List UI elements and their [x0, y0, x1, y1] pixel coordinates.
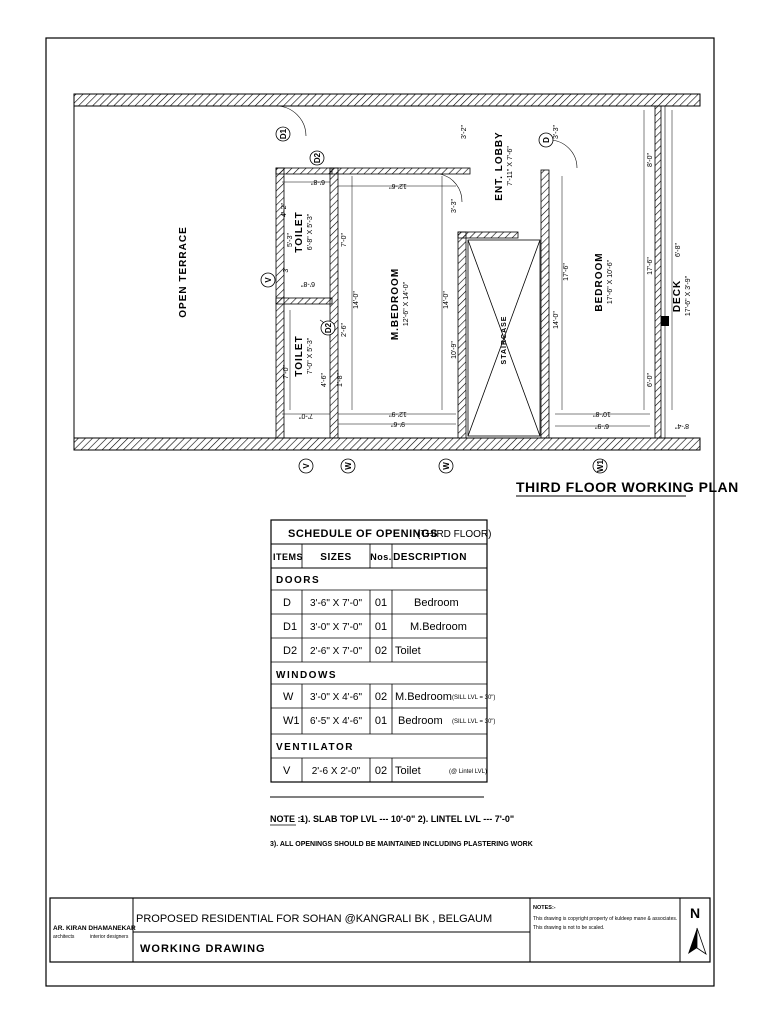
dim-bed-140: 14'-0": [553, 311, 560, 329]
dim-bot-7: 7'-0": [299, 412, 313, 419]
row-d1-size: 3'-0" X 7'-0": [309, 622, 363, 633]
row-w1-desc: Bedroom: [398, 715, 443, 727]
row-w1-item: W1: [283, 715, 300, 727]
tag-d2-upper: [310, 151, 324, 165]
dim-bed-33: 3'-3": [553, 125, 560, 139]
dim-bot-129: 12'-9": [389, 410, 407, 417]
row-v-note: (@ Lintel LVL): [449, 769, 487, 775]
dim-mb-14b: 14'-0": [443, 291, 450, 309]
room-mbedroom-size: 12'-6" X 14'-0": [403, 281, 410, 327]
dim-lt-4: 4'-6": [321, 373, 328, 387]
row-v-size: 2'-6 X 2'-0": [311, 766, 361, 777]
notes-line1: This drawing is copyright property of kuldeep mane & associates.: [533, 916, 678, 922]
dim-lt-1: 1'-8": [337, 373, 344, 387]
row-w1-note: (SILL LVL = 30"): [452, 719, 496, 725]
north-label: N: [689, 905, 701, 921]
room-toilet-lower-size: 7'-0" X 5'-3": [307, 337, 314, 375]
dim-toilet-v1: 4'-2": [281, 203, 288, 217]
row-w1-nos: 01: [374, 715, 388, 727]
dim-lt-7: 7'-0": [283, 365, 290, 379]
title-block: [50, 898, 710, 962]
dim-toilet-h: 6'-8": [301, 280, 315, 287]
section-windows: WINDOWS: [276, 670, 338, 681]
top-wall: [74, 94, 700, 106]
note-label: NOTE :-: [270, 814, 304, 824]
header-description: DESCRIPTION: [393, 552, 467, 563]
dim-mb-2: 2'-6": [341, 323, 348, 337]
dim-bot-96: 9'-6": [391, 420, 405, 427]
svg-text:D: D: [542, 137, 551, 143]
row-d1-item: D1: [283, 621, 298, 633]
row-w-note: (SILL LVL = 30"): [452, 695, 496, 701]
svg-text:V: V: [264, 277, 273, 283]
row-v-nos: 02: [374, 765, 388, 777]
stair-wall-right: [541, 170, 549, 438]
dim-mb-14: 14'-0": [353, 291, 360, 309]
tag-w-1: [341, 459, 355, 473]
dim-bed-17: 17'-6": [563, 263, 570, 281]
north-arrow-icon: [688, 928, 706, 954]
dim-toilet-top: 6'-8": [311, 178, 325, 185]
tag-w-2: [439, 459, 453, 473]
svg-text:D1: D1: [279, 128, 288, 140]
dim-lobby-3: 3'-3": [451, 199, 458, 213]
svg-text:D2: D2: [313, 152, 322, 164]
drawing-type: WORKING DRAWING: [140, 943, 266, 955]
row-d-item: D: [283, 597, 291, 609]
row-d2-item: D2: [283, 645, 298, 657]
svg-text:W: W: [344, 462, 353, 470]
schedule-title-suffix: (THIRD FLOOR): [417, 529, 492, 540]
svg-text:V: V: [302, 463, 311, 469]
room-bedroom-size: 17'-6" X 10'-6": [607, 259, 614, 305]
tag-v-upper: [261, 273, 275, 287]
section-ventilator: VENTILATOR: [276, 742, 354, 753]
row-w-desc: M.Bedroom: [395, 691, 452, 703]
row-w-nos: 02: [374, 691, 388, 703]
row-d1-nos: 01: [374, 621, 388, 633]
row-d1-desc: M.Bedroom: [410, 621, 467, 633]
dim-deck-6: 6'-0": [647, 373, 654, 387]
row-d2-nos: 02: [374, 645, 388, 657]
tag-v-lower: [299, 459, 313, 473]
room-deck-size: 17'-6" X 3'-9": [685, 275, 692, 317]
toilet-divider: [276, 298, 332, 304]
svg-text:W: W: [442, 462, 451, 470]
dim-mb-top: 12'-6": [389, 182, 407, 189]
dim-toilet-3: 3': [283, 267, 290, 273]
dim-deck-176: 17'-6": [647, 257, 654, 275]
mbedroom-wall-top: [330, 168, 470, 174]
notes-line2: This drawing is not to be scaled.: [533, 925, 605, 931]
plan-title: THIRD FLOOR WORKING PLAN: [516, 479, 739, 495]
row-v-desc: Toilet: [395, 765, 421, 777]
project-name: PROPOSED RESIDENTIAL FOR SOHAN @KANGRALI BK , BELGAUM: [136, 913, 493, 925]
mbedroom-wall-left: [330, 168, 338, 438]
row-d2-desc: Toilet: [395, 645, 421, 657]
dim-deck-84: 8'-4": [675, 422, 689, 429]
note-line1: 1). SLAB TOP LVL --- 10'-0" 2). LINTEL LVL --- 7'-0": [300, 814, 515, 824]
floor-plan: [74, 94, 739, 496]
dim-bed-2: 6'-9": [595, 422, 609, 429]
room-toilet-lower: TOILET: [294, 335, 305, 377]
room-toilet-upper-size: 6'-8" X 5'-3": [307, 213, 314, 251]
firm-name: AR. KIRAN DHAMANEKAR: [53, 925, 136, 932]
stair-wall-left: [458, 232, 466, 438]
row-d-size: 3'-6" X 7'-0": [309, 598, 363, 609]
row-w-item: W: [283, 691, 294, 703]
row-d-nos: 01: [374, 597, 388, 609]
row-w1-size: 6'-5" X 4'-6": [309, 716, 363, 727]
header-sizes: SIZES: [320, 552, 352, 563]
tag-d: [539, 133, 553, 147]
room-ent-lobby-size: 7'-11" X 7'-6": [507, 146, 514, 186]
header-items: ITEMS: [273, 552, 304, 562]
firm-sub1: architects: [53, 934, 75, 940]
notes-block: [270, 797, 533, 848]
tag-d1: [276, 127, 290, 141]
notes-label: NOTES:-: [533, 905, 556, 911]
firm-sub2: interior designers: [90, 934, 129, 940]
dim-stair-10: 10'-9": [451, 341, 458, 359]
row-v-item: V: [283, 765, 291, 777]
room-toilet-upper: TOILET: [294, 211, 305, 253]
schedule-title: SCHEDULE OF OPENINGS: [288, 528, 438, 540]
header-nos: Nos.: [370, 552, 392, 562]
row-d2-size: 2'-6" X 7'-0": [309, 646, 363, 657]
room-bedroom: BEDROOM: [594, 252, 605, 312]
tag-w1: [593, 459, 607, 473]
bottom-wall: [74, 438, 700, 450]
dim-bed-1: 10'-8": [593, 410, 611, 417]
note-line2: 3). ALL OPENINGS SHOULD BE MAINTAINED INCLUDING PLASTERING WORK: [270, 841, 533, 848]
room-mbedroom: M.BEDROOM: [390, 267, 401, 341]
dim-deck-6b: 6'-8": [675, 243, 682, 257]
deck-wall: [655, 106, 661, 438]
tag-d2-lower: [321, 321, 335, 335]
dim-lobby-v: 3'-2": [461, 125, 468, 139]
room-open-terrace: OPEN TERRACE: [178, 226, 189, 318]
dim-toilet-v2: 5'-3": [287, 233, 294, 247]
svg-text:D2: D2: [324, 322, 333, 334]
room-staircase: STAIRCASE: [501, 315, 508, 365]
room-deck: DECK: [672, 279, 683, 313]
svg-text:W1: W1: [596, 460, 605, 472]
dim-mb-7: 7'-0": [341, 233, 348, 247]
row-w-size: 3'-0" X 4'-6": [309, 692, 363, 703]
schedule-of-openings: [271, 520, 495, 782]
dim-deck-80: 8'-0": [647, 153, 654, 167]
room-ent-lobby: ENT. LOBBY: [494, 131, 505, 201]
section-doors: DOORS: [276, 575, 321, 586]
row-d-desc: Bedroom: [414, 597, 459, 609]
